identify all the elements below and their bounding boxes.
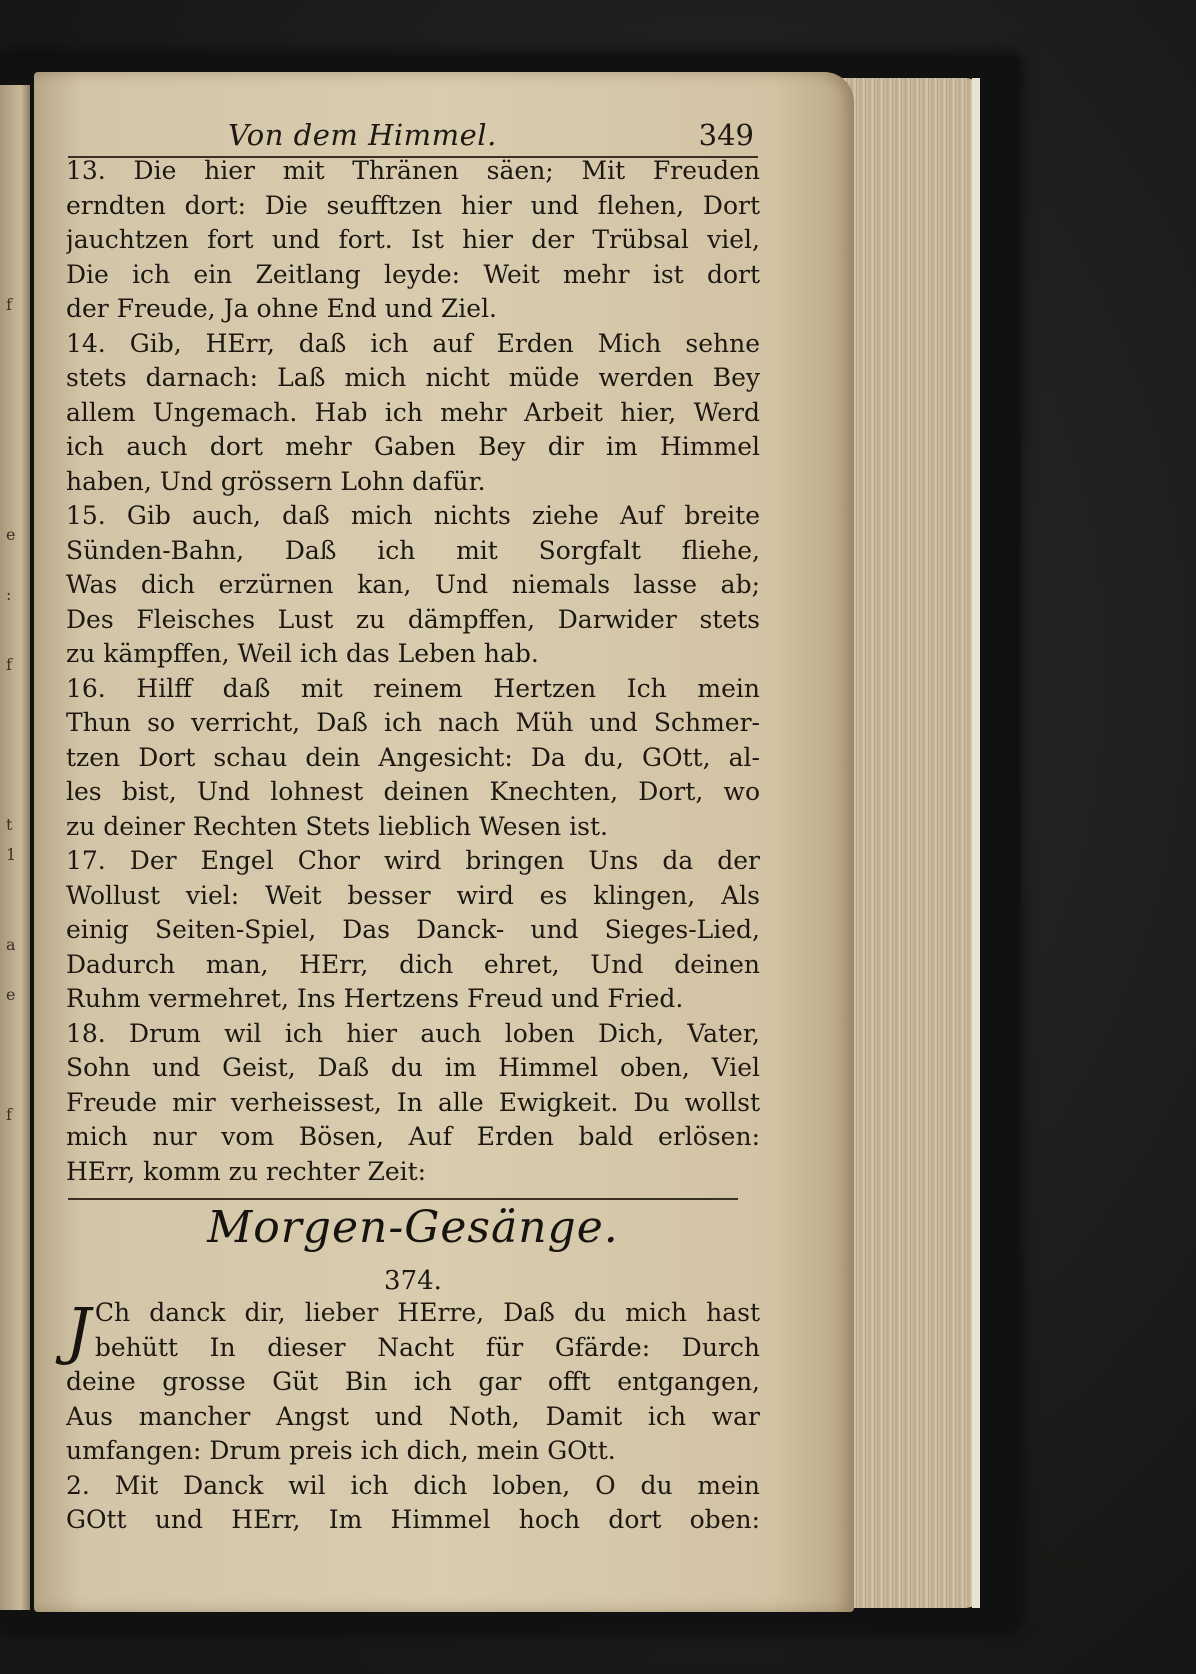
hymn-374-text <box>66 1296 760 1538</box>
drop-initial: J <box>66 1294 91 1367</box>
text-line: 2. Mit Danck wil ich dich loben, O du mein <box>66 1470 760 1500</box>
text-line: erndten dort: Die seufftzen hier und flehen, Dort <box>66 190 760 220</box>
text-line: behütt In dieser Nacht für Gfärde: Durch <box>94 1332 760 1362</box>
text-line: Thun so verricht, Daß ich nach Müh und Schmer- <box>66 708 760 737</box>
left-page-mark: f <box>6 655 12 674</box>
text-line: Des Fleisches Lust zu dämpffen, Darwider stets <box>66 604 760 634</box>
section-heading: Morgen-Gesänge. <box>207 1202 619 1253</box>
text-line: 15. Gib auch, daß mich nichts ziehe Auf breite <box>66 501 760 530</box>
text-line: Sünden-Bahn, Daß ich mit Sorgfalt fliehe, <box>66 535 760 565</box>
catchword: Den <box>1047 1550 1098 1579</box>
text-line: umfangen: Drum preis ich dich, mein GOtt. <box>66 1436 616 1465</box>
left-page-mark: a <box>6 935 16 954</box>
text-line: 14. Gib, HErr, daß ich auf Erden Mich sehne <box>66 328 760 358</box>
text-line: einig Seiten-Spiel, Das Danck- und Sieges-Lied, <box>66 915 760 944</box>
left-page-edge <box>0 85 30 1610</box>
text-line: 13. Die hier mit Thränen säen; Mit Freuden <box>66 156 760 185</box>
left-page-mark: t <box>6 815 13 834</box>
text-line: der Freude, Ja ohne End und Ziel. <box>66 294 498 323</box>
text-line: zu kämpffen, Weil ich das Leben hab. <box>66 639 539 668</box>
left-page-mark: 1 <box>6 845 17 864</box>
text-line: Dadurch man, HErr, dich ehret, Und deinen <box>66 949 760 979</box>
text-line: 17. Der Engel Chor wird bringen Uns da der <box>66 846 760 875</box>
page-number: 349 <box>698 118 754 152</box>
left-page-mark: e <box>6 985 16 1004</box>
text-line: Die ich ein Zeitlang leyde: Weit mehr ist dort <box>66 259 760 289</box>
text-line: Freude mir verheissest, In alle Ewigkeit. Du wollst <box>66 1087 760 1117</box>
text-line: tzen Dort schau dein Angesicht: Da du, GOtt, al- <box>66 742 760 772</box>
text-line: Sohn und Geist, Daß du im Himmel oben, Viel <box>66 1053 760 1082</box>
text-line: zu deiner Rechten Stets lieblich Wesen ist. <box>66 811 608 841</box>
text-line: Was dich erzürnen kan, Und niemals lasse ab; <box>66 570 760 599</box>
text-line: Ruhm vermehret, Ins Hertzens Freud und Fried. <box>66 984 684 1013</box>
left-page-mark: f <box>6 295 12 314</box>
text-line: 16. Hilff daß mit reinem Hertzen Ich mein <box>66 673 760 703</box>
text-line: Ch danck dir, lieber HErre, Daß du mich hast <box>94 1298 760 1327</box>
text-line: GOtt und HErr, Im Himmel hoch dort oben: <box>66 1505 760 1534</box>
text-line: Wollust viel: Weit besser wird es klingen, Als <box>66 880 760 910</box>
text-line: deine grosse Güt Bin ich gar offt entgangen, <box>66 1367 760 1396</box>
left-page-mark: e <box>6 525 16 544</box>
page-stack-highlight <box>972 78 980 1608</box>
text-line: mich nur vom Bösen, Auf Erden bald erlösen: <box>66 1122 760 1151</box>
left-page-mark: f <box>6 1105 12 1124</box>
section-rule <box>68 1198 738 1200</box>
left-page-mark: : <box>6 585 12 604</box>
text-line: Aus mancher Angst und Noth, Damit ich war <box>66 1401 760 1431</box>
text-line: allem Ungemach. Hab ich mehr Arbeit hier, Werd <box>66 397 760 427</box>
text-line: ich auch dort mehr Gaben Bey dir im Himmel <box>66 432 760 461</box>
text-line: HErr, komm zu rechter Zeit: <box>66 1156 427 1186</box>
text-line: 18. Drum wil ich hier auch loben Dich, Vater, <box>66 1018 760 1048</box>
text-line: haben, Und grössern Lohn dafür. <box>66 466 486 496</box>
hymn-stanzas-top <box>66 154 760 1189</box>
running-title: Von dem Himmel. <box>228 118 497 152</box>
page-header <box>68 118 758 158</box>
text-line: les bist, Und lohnest deinen Knechten, Dort, wo <box>66 777 760 806</box>
text-line: jauchtzen fort und fort. Ist hier der Trübsal viel, <box>66 225 760 254</box>
text-line: stets darnach: Laß mich nicht müde werden Bey <box>66 363 760 392</box>
hymn-number: 374. <box>384 1266 442 1296</box>
